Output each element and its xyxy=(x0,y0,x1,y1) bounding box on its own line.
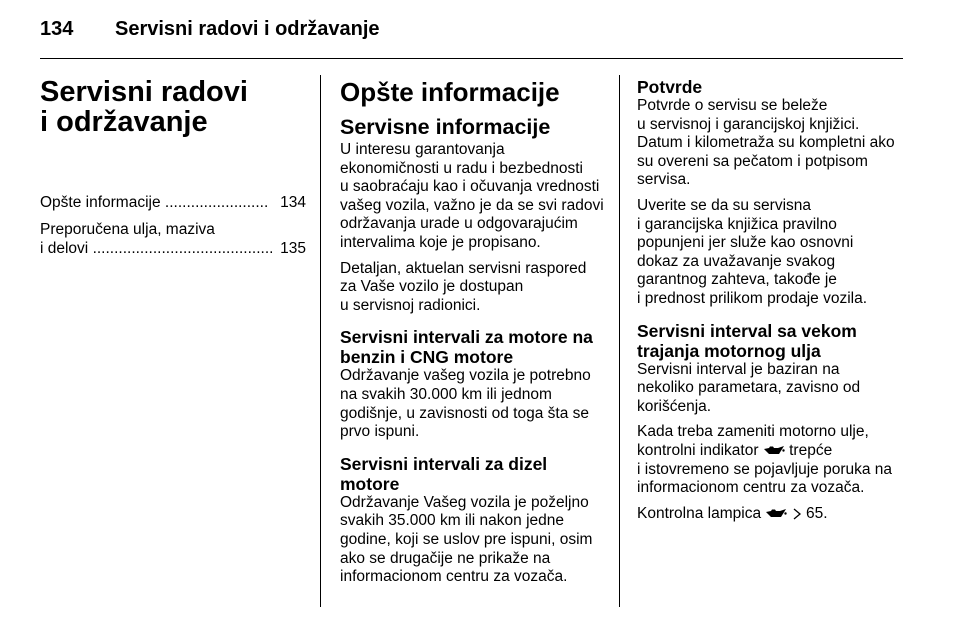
toc-entry-opste-informacije[interactable] xyxy=(40,193,306,212)
paragraph-oil-interval: Servisni interval je baziran na nekoliko parametara, zavisno od korišćenja. xyxy=(637,360,861,415)
header-rule xyxy=(40,58,903,59)
column-divider xyxy=(619,75,620,607)
paragraph-warranty-booklet: Uverite se da su servisna i garancijska knjižica pravilno popunjeni jer služe kao osnovni dokaz za uvažavanje svakog garantnog zahteva, takođe je i prednost prilikom prodaje vozila. xyxy=(637,196,868,307)
table-of-contents xyxy=(40,193,306,258)
column-divider xyxy=(320,75,321,607)
heading-diesel-intervals: Servisni intervali za dizel motore xyxy=(340,453,548,494)
toc-entry-preporucena-ulja[interactable] xyxy=(40,220,306,258)
running-header-title: Servisni radovi i održavanje xyxy=(115,18,380,40)
column-general-info xyxy=(340,75,606,594)
chapter-title: Servisni radovi i održavanje xyxy=(40,76,248,138)
toc-entry-page: 134 xyxy=(280,194,306,211)
toc-leader-dots: ........................ xyxy=(164,194,269,211)
paragraph-control-lamp xyxy=(637,505,903,524)
toc-entry-label: Opšte informacije xyxy=(40,194,161,211)
paragraph-service-schedule: Detaljan, aktuelan servisni raspored za Vaše vozilo je dostupan u servisnoj radionici. xyxy=(340,259,587,314)
oil-can-icon xyxy=(765,508,787,520)
control-lamp-text: Kontrolna lampica xyxy=(637,504,762,522)
heading-petrol-cng-intervals: Servisni intervali za motore na benzin i CNG motore xyxy=(340,327,593,368)
page-reference-number[interactable]: 65. xyxy=(806,504,828,522)
running-header xyxy=(40,18,920,48)
column-confirmations xyxy=(637,75,903,530)
toc-entry-page: 135 xyxy=(280,240,306,257)
paragraph-oil-change-indicator xyxy=(637,423,903,497)
oil-can-icon xyxy=(763,445,785,457)
paragraph-diesel-intervals: Održavanje Vašeg vozila je poželjno svakih 35.000 km ili nakon jedne godine, koji se uslov pre ispuni, osim ako se drugačije ne prikaže na informacionom centru za vozača. xyxy=(340,493,593,586)
paragraph-service-info: U interesu garantovanja ekonomičnosti u radu i bezbednosti u saobraćaju kao i očuvanja vrednosti vašeg vozila, važno je da se svi radovi održavanja urade u odgovarajućim intervalima koje je propisano. xyxy=(340,141,604,251)
subsection-title: Servisne informacije xyxy=(340,115,551,139)
heading-confirmations: Potvrde xyxy=(637,77,703,97)
page-number: 134 xyxy=(40,18,74,40)
column-chapter xyxy=(40,75,306,266)
oil-indicator-text-start: Kada treba zameniti motorno ulje, kontrolni indikator xyxy=(637,423,869,459)
paragraph-confirmations: Potvrde o servisu se beleže u servisnoj i garancijskoj knjižici. Datum i kilometraža su kompletni ako su overeni sa pečatom i potpisom servisa. xyxy=(637,97,895,189)
oil-indicator-text-end: trepće i istovremeno se pojavljuje poruka na informacionom centru za vozača. xyxy=(637,441,893,497)
toc-entry-label-line1: Preporučena ulja, maziva xyxy=(40,221,215,238)
section-title: Opšte informacije xyxy=(340,77,560,107)
toc-leader-dots: .......................................... xyxy=(92,240,274,257)
toc-entry-label-line2: i delovi xyxy=(40,240,89,257)
heading-oil-life-interval: Servisni interval sa vekom trajanja motornog ulja xyxy=(637,320,857,361)
page-reference-icon[interactable] xyxy=(792,508,802,520)
paragraph-petrol-intervals: Održavanje vašeg vozila je potrebno na svakih 30.000 km ili jednom godišnje, u zavisnosti od toga šta se prvo ispuni. xyxy=(340,367,591,441)
